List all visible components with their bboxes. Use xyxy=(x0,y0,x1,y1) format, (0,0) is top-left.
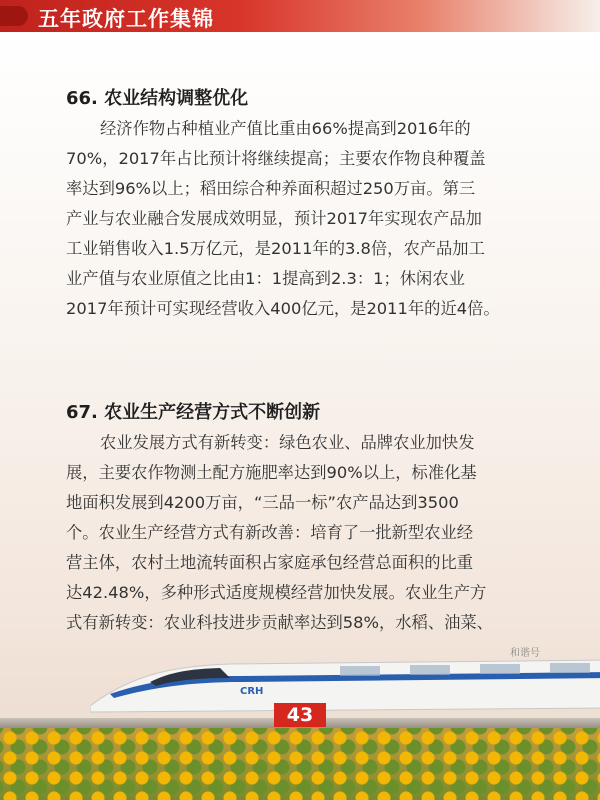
page-number: 43 xyxy=(274,703,326,727)
section-67-body xyxy=(66,428,542,638)
section-67-line: 式有新转变：农业科技进步贡献率达到58%，水稻、油菜、 xyxy=(66,613,493,632)
section-66-line: 2017年预计可实现经营收入400亿元，是2011年的近4倍。 xyxy=(66,299,500,318)
train-name: 和谐号 xyxy=(510,648,540,659)
section-66-line: 产业与农业融合发展成效明显，预计2017年实现农产品加 xyxy=(66,209,482,228)
header-bar xyxy=(0,0,600,32)
section-67-line: 个。农业生产经营方式有新改善：培育了一批新型农业经 xyxy=(66,523,474,542)
section-66-line: 70%，2017年占比预计将继续提高；主要农作物良种覆盖 xyxy=(66,149,486,168)
section-66-line: 工业销售收入1.5万亿元，是2011年的3.8倍，农产品加工 xyxy=(66,239,485,258)
header-accent-mark xyxy=(0,6,28,26)
section-66-line: 业产值与农业原值之比由1：1提高到2.3：1；休闲农业 xyxy=(66,269,465,288)
section-66-title: 66. 农业结构调整优化 xyxy=(66,88,249,109)
sunflower-field xyxy=(0,728,600,800)
train-illustration xyxy=(90,636,600,720)
section-67-line: 达42.48%，多种形式适度规模经营加快发展。农业生产方 xyxy=(66,583,487,602)
section-66-body xyxy=(66,114,542,324)
section-66-line: 经济作物占种植业产值比重由66%提高到2016年的 xyxy=(100,119,471,138)
section-67-line: 展，主要农作物测土配方施肥率达到90%以上，标准化基 xyxy=(66,463,477,482)
section-67-line: 地面积发展到4200万亩，“三品一标”农产品达到3500 xyxy=(66,493,459,512)
section-67-line: 营主体，农村土地流转面积占家庭承包经营总面积的比重 xyxy=(66,553,474,572)
section-67-line: 农业发展方式有新转变：绿色农业、品牌农业加快发 xyxy=(100,433,475,452)
section-66-line: 率达到96%以上；稻田综合种养面积超过250万亩。第三 xyxy=(66,179,476,198)
section-67-title: 67. 农业生产经营方式不断创新 xyxy=(66,402,321,423)
header-title: 五年政府工作集锦 xyxy=(38,7,214,31)
train-logo: CRH xyxy=(240,686,264,697)
